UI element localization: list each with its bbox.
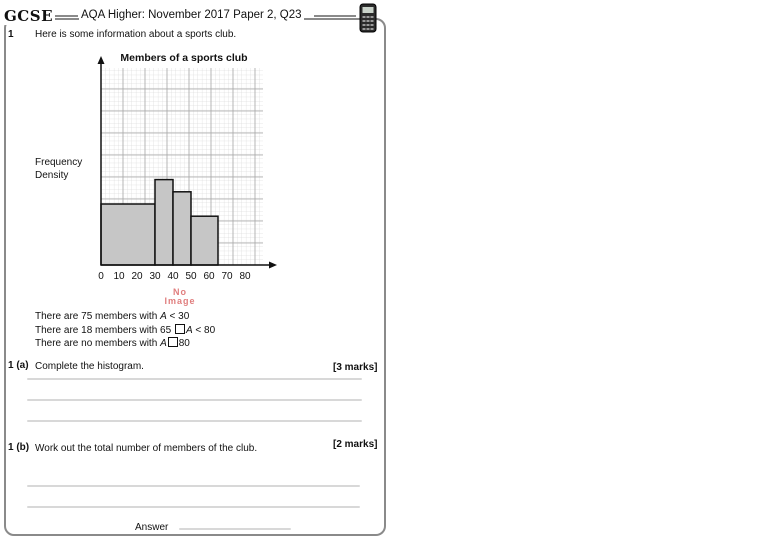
- x-axis-arrow: [269, 262, 277, 269]
- question-intro: Here is some information about a sports club.: [35, 29, 237, 40]
- x-tick-label: 80: [239, 271, 251, 282]
- part-b-marks: [2 marks]: [333, 439, 378, 450]
- missing-symbol-box: [175, 324, 185, 334]
- no-image-line1: No: [173, 287, 187, 297]
- y-axis-arrow: [98, 56, 105, 64]
- part-a-label: 1 (a): [8, 360, 29, 371]
- histogram-bar: [191, 216, 218, 265]
- calculator-icon: [359, 3, 377, 33]
- header-rule-left: [54, 15, 78, 17]
- x-tick-label: 70: [221, 271, 233, 282]
- working-line[interactable]: [27, 485, 360, 487]
- missing-symbol-box: [168, 337, 178, 347]
- question-number: 1: [8, 29, 14, 40]
- answer-line[interactable]: [27, 378, 362, 380]
- chart-title: Members of a sports club: [120, 52, 248, 64]
- part-b-label: 1 (b): [8, 442, 30, 453]
- x-tick-label: 50: [185, 271, 197, 282]
- info-line-2: There are 18 members with 65 A < 80: [35, 325, 216, 336]
- x-tick-label: 40: [167, 271, 179, 282]
- answer-label: Answer: [135, 522, 169, 533]
- y-axis-label: Frequency Density: [35, 157, 83, 181]
- histogram-bar: [155, 180, 173, 265]
- page-title: AQA Higher: November 2017 Paper 2, Q23: [81, 9, 302, 21]
- info-line-3: There are no members with A 80: [35, 338, 190, 349]
- working-line[interactable]: [27, 506, 360, 508]
- answer-line[interactable]: [27, 420, 362, 422]
- x-tick-label: 10: [113, 271, 125, 282]
- brand-logo: GCSE: [4, 7, 54, 25]
- part-a-marks: [3 marks]: [333, 362, 378, 373]
- histogram-bar: [101, 204, 155, 265]
- x-tick-label: 20: [131, 271, 143, 282]
- answer-line[interactable]: [27, 399, 362, 401]
- x-tick-label: 0: [98, 271, 104, 282]
- missing-image-placeholder: [150, 288, 210, 306]
- header-rule-right: [314, 15, 356, 17]
- info-line-1: There are 75 members with A < 30: [35, 311, 190, 322]
- chart-x-ticks: [98, 271, 251, 282]
- x-tick-label: 30: [149, 271, 161, 282]
- part-a-text: Complete the histogram.: [35, 361, 144, 372]
- answer-input-line[interactable]: [179, 528, 291, 530]
- part-b-text: Work out the total number of members of the club.: [35, 443, 258, 454]
- x-tick-label: 60: [203, 271, 215, 282]
- histogram-bar: [173, 192, 191, 265]
- no-image-line2: Image: [164, 296, 196, 306]
